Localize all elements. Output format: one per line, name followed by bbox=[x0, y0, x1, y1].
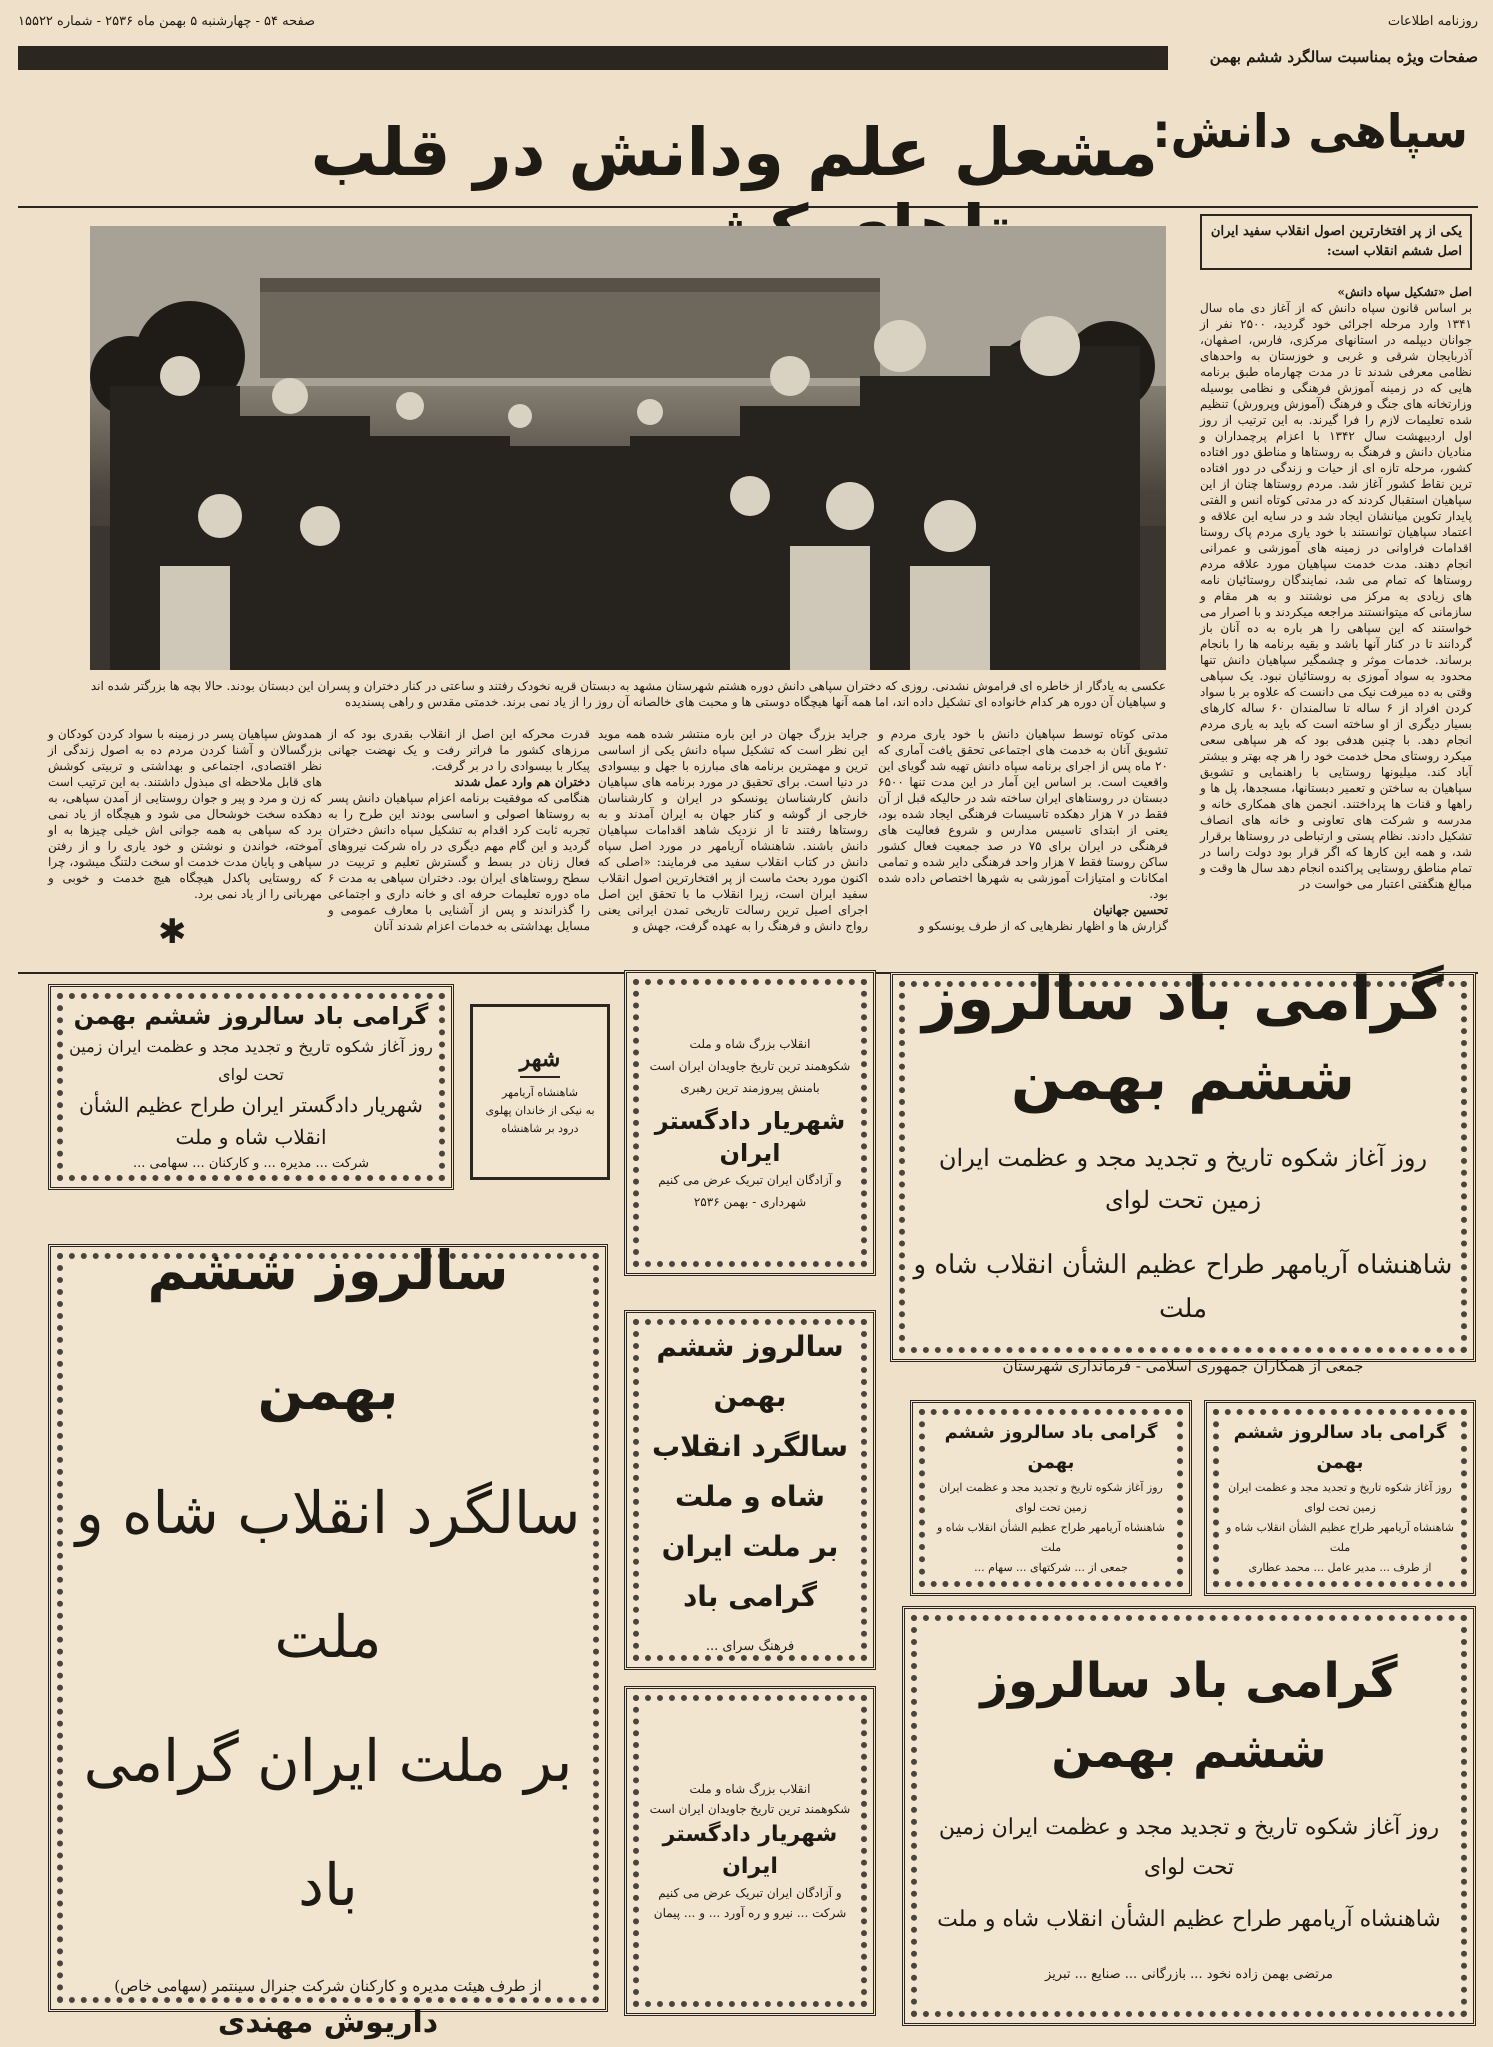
ad-big-left bbox=[48, 1239, 608, 2040]
ad-signature: جمعی از ... شرکتهای ... سهام ... bbox=[974, 1561, 1128, 1574]
ad-line: شهریار دادگستر ایران bbox=[662, 1822, 838, 1879]
ad-line: انقلاب بزرگ شاه و ملت bbox=[689, 1782, 811, 1796]
ad-signer: داریوش مهندی bbox=[217, 2005, 439, 2040]
ad-line: بر ملت ایران گرامی باد bbox=[661, 1530, 839, 1613]
ad-line: شکوهمند ترین تاریخ جاویدان ایران است bbox=[649, 1802, 851, 1816]
ad-line: گرامی باد سالروز ششم بهمن bbox=[73, 1002, 429, 1030]
paper-name: روزنامه اطلاعات bbox=[1387, 14, 1478, 29]
ad-line: شهریار دادگستر ایران طراح عظیم الشأن انقلاب شاه و ملت bbox=[79, 1093, 423, 1149]
ad-line: شاهنشاه آریامهر طراح عظیم الشأن انقلاب شاه و ملت bbox=[1225, 1521, 1454, 1554]
ad-big-bottom-right bbox=[902, 1606, 1476, 2026]
ad-logo: شهر bbox=[520, 1046, 561, 1078]
ad-line: و آزادگان ایران تبریک عرض می کنیم bbox=[658, 1886, 842, 1900]
ad-line: گرامی باد سالروز ششم بهمن bbox=[1233, 1422, 1447, 1473]
ad-line: شاهنشاه آریامهر bbox=[502, 1086, 578, 1099]
ad-line: گرامی باد سالروز ششم بهمن bbox=[922, 964, 1444, 1114]
issue-line: صفحه ۵۴ - چهارشنبه ۵ بهمن ماه ۲۵۳۶ - شماره ۱۵۵۲۲ bbox=[18, 14, 316, 29]
ad-line: گرامی باد سالروز ششم بهمن bbox=[980, 1653, 1398, 1779]
ad-center-mid bbox=[624, 1310, 876, 1670]
ad-line: شاهنشاه آریامهر طراح عظیم الشأن انقلاب شاه و ملت bbox=[913, 1250, 1453, 1324]
ad-line: روز آغاز شکوه تاریخ و تجدید مجد و عظمت ایران زمین تحت لوای bbox=[69, 1037, 433, 1084]
ad-tiny-logo bbox=[470, 1004, 610, 1180]
ad-signature: از طرف هیئت مدیره و کارکنان شرکت جنرال سینتمر (سهامی خاص) bbox=[114, 1977, 542, 1995]
photo bbox=[90, 226, 1166, 670]
ad-line: روز آغاز شکوه تاریخ و تجدید مجد و عظمت ایران زمین تحت لوای bbox=[939, 1481, 1163, 1514]
ad-line: شکوهمند ترین تاریخ جاویدان ایران است bbox=[649, 1059, 851, 1073]
ad-line: سالروز ششم بهمن bbox=[656, 1330, 844, 1413]
ad-center-bottom bbox=[624, 1686, 876, 2016]
lead-box: یکی از پر افتخارترین اصول انقلاب سفید ایران اصل ششم انقلاب است: bbox=[1200, 214, 1472, 270]
ad-line: روز آغاز شکوه تاریخ و تجدید مجد و عظمت ایران زمین تحت لوای bbox=[1228, 1481, 1452, 1514]
ad-mid-right bbox=[1204, 1400, 1476, 1596]
photo-illustration bbox=[90, 226, 1166, 670]
ad-line: به نیکی از خاندان پهلوی bbox=[485, 1104, 595, 1117]
article-column-1 bbox=[878, 726, 1168, 986]
ad-line: انقلاب بزرگ شاه و ملت bbox=[689, 1037, 811, 1051]
masthead-rule bbox=[18, 46, 1168, 70]
ad-line: روز آغاز شکوه تاریخ و تجدید مجد و عظمت ایران زمین تحت لوای bbox=[938, 1815, 1440, 1880]
article-column-2: جراید بزرگ جهان در این باره منتشر شده همه موید این نظر است که تشکیل سپاه دانش یکی از اساسی ترین و مهمترین برنامه های مبارزه با جهل و بیسوادی در دنیا است. برای تحقیق در مورد برنامه های سپاهیان دانش کارشناسان یونسکو در ایران و کارشناسان خارجی از گوشه و کنار جهان به ایران آمدند و به روستاها رفتند تا از نزدیک شاهد اقدامات سپاهیان دانش باشند. شاهنشاه آریامهر در مورد اصل سپاه دانش در کتاب انقلاب سفید می فرمایند: «اصلی که اکنون مورد بحث ماست از پر افتخارترین اصول انقلاب سفید ایران است، زیرا انقلاب ما با تحقق این اصل اجرای اصیل ترین رسالت تاریخی تمدن ایرانی یعنی رواج دانش و فرهنگ را به عهده گرفت، جهش و bbox=[598, 727, 868, 933]
ad-signature: فرهنگ سرای ... bbox=[705, 1639, 795, 1654]
ad-signature: شرکت ... نیرو و ره آورد ... و ... پیمان bbox=[653, 1906, 847, 1920]
ad-line: بامنش پیروزمند ترین رهبری bbox=[680, 1081, 820, 1095]
ad-center-top bbox=[624, 970, 876, 1276]
headline-title: مشعل علم ودانش در قلب bbox=[310, 114, 1158, 191]
article-column-3 bbox=[328, 726, 590, 966]
column-subhead: اصل «تشکیل سپاه دانش» bbox=[1337, 285, 1472, 299]
ad-signature: شرکت ... مدیره ... و کارکنان ... سهامی ... bbox=[132, 1156, 370, 1171]
column-subhead: دختران هم وارد عمل شدند bbox=[454, 775, 590, 789]
ad-line: بر ملت ایران گرامی باد bbox=[83, 1727, 573, 1919]
column-text: بر اساس قانون سپاه دانش که از آغاز دی ماه سال ۱۳۴۱ وارد مرحله اجرائی خود گردید، ۲۵۰۰ نفر از جوانان دیپلمه در استانهای مرکزی، فارس، اصفهان، آذربایجان شرقی و غربی و خوزستان به واحدهای نظامی معرفی شدند تا در مدت چهارماه طبق برنامه هایی که در زمینه آموزش فرهنگی و نظامی بوسیله وزارتخانه های جنگ و فرهنگ (آموزش وپرورش) تنظیم شده تعلیمات لازم را فرا گیرند. به این ترتیب از روز اول اردیبهشت سال ۱۳۴۲ با اعزام پرچمداران و منادیان دانش و فرهنگ به روستاها و مناطق دور افتاده کشور، مرحله تازه ای از حیات و زندگی در دور افتاده ترین نقاط کشور آغاز شد. مردم روستاها چنان از این سپاهیان استقبال کردند که در مدتی کوتاه انس و الفتی پایدار تکوین میانشان ایجاد شد و در سایه این علاقه و اعتماد سپاهیان توانستند با خود یاری مردم پاک روستا اقدامات فراوانی در زمینه های آموزشی و عمرانی انجام دهند. مدت خدمت سپاهیان مورد علاقه مردم روستاها که تمام می شد، نمایندگان روستائیان نامه های زیادی به مرکز می نوشتند و به هر مقام و سازمانی که میتوانستند مراجعه میکردند و با اصرار می خواستند که این سپاهی را هر باره به ده آنان باز گردانند تا در کنار آنها باشد و بقیه برنامه ها را بانجام برساند. خدمات موثر و چشمگیر سپاهیان دانش تنها محدود به سواد آموزی به روستائیان نبود. یک سپاهی وقتی به ده میرفت نیک می دانست که علاوه بر با سواد کردن افراد از ۶ ساله تا سالمندان ۶۰ ساله کارهای بسیار دیگری از او ساخته است که باید به یاری مردم انجام دهد. با چنین هدفی بود که هر سپاهی سعی میکرد روستای محل خدمت خود را هر چه بهتر و بیشتر آباد کند. میلیونها روستایی با راهنمایی و تشویق سپاهیان به ساختن و تعمیر دبستانها، مسجدها، پل ها و راهها و قنات ها پرداختند. انجمن های همکاری خانه و مدرسه و شرکت های تعاونی و خانه های انصاف تشکیل دادند. نظام پستی و ارتباطی در روستاها برقرار شد، و همه این کارها که اگر قرار بود دولت راسا در تمام مناطق روستایی پراکنده انجام دهد سال ها وقت و مبالغ هنگفتی اعتبار می خواست در bbox=[1200, 301, 1472, 891]
article-column-4: همدوش سپاهیان پسر در زمینه با سواد کردن کودکان و بزرگسالان و آشنا کردن مردم ده به اصول زندگی از نظر اقتصادی، اجتماعی و بهداشتی و تربیتی کوشش های قابل ملاحظه ای مبذول داشتند. به این ترتیب است که زن و مرد و پیر و جوان روستایی از آمدن سپاهی، به دهکده سخت خوشحال می شود و هیچگاه از یاد نمی برد که سپاهی به همه جوانی اش خیلی چیزها به او آموخته، خواندن و نوشتن و خود یاری را و از رفتن سپاهی و پایان مدت خدمت او سخت دلتنگ میشود، چرا که روستایی پاکدل هیچگاه هیچ خدمت و خوبی و مهربانی را از یاد نمی برد. bbox=[48, 727, 322, 901]
ad-line: سالگرد انقلاب شاه و ملت bbox=[651, 1430, 849, 1513]
masthead bbox=[18, 14, 1478, 70]
ad-line: شهریار دادگستر ایران bbox=[654, 1107, 846, 1167]
ad-mid-left bbox=[910, 1400, 1192, 1596]
article-column-right bbox=[1200, 284, 1472, 984]
column-subhead: تحسین جهانیان bbox=[1093, 903, 1168, 917]
headline-band bbox=[18, 78, 1478, 208]
ad-signature: از طرف ... مدیر عامل ... محمد عطاری bbox=[1248, 1561, 1432, 1574]
ad-line: روز آغاز شکوه تاریخ و تجدید مجد و عظمت ایران زمین تحت لوای bbox=[938, 1144, 1428, 1214]
ad-greeting-small-left bbox=[48, 984, 454, 1190]
ad-line: شاهنشاه آریامهر طراح عظیم الشأن انقلاب شاه و ملت bbox=[937, 1907, 1441, 1932]
ad-line: و آزادگان ایران تبریک عرض می کنیم bbox=[658, 1173, 842, 1187]
ad-line: گرامی باد سالروز ششم بهمن bbox=[944, 1422, 1158, 1473]
ad-line: سالگرد انقلاب شاه و ملت bbox=[75, 1479, 581, 1671]
ad-signature: جمعی از همکاران جمهوری اسلامی - فرمانداری شهرستان bbox=[1002, 1357, 1364, 1375]
special-pages-label: صفحات ویژه بمناسبت سالگرد ششم بهمن bbox=[1209, 48, 1478, 66]
newspaper-page bbox=[18, 14, 1478, 2040]
ad-signature: مرتضی بهمن زاده نخود ... بازرگانی ... صنایع ... تبریز bbox=[1045, 1967, 1333, 1982]
ad-signature: شهرداری - بهمن ۲۵۳۶ bbox=[693, 1195, 807, 1209]
ad-line: درود بر شاهنشاه bbox=[501, 1122, 579, 1135]
headline-kicker: سپاهی دانش: bbox=[1152, 104, 1468, 158]
column-text: قدرت محرکه این اصل از انقلاب بقدری بود که از مرزهای کشور ما فراتر رفت و یک نهضت جهانی پیکار با بیسوادی را در بر گرفت. bbox=[328, 727, 590, 773]
photo-caption: عکسی به یادگار از خاطره ای فراموش نشدنی. روزی که دختران سپاهی دانش دوره هشتم شهرستان مشهد به دبستان قریه نخودک رفتند و ساعتی در کنار دختران و پسران این دبستان بودند. حالا بچه ها بزرگتر شده اند و سپاهیان آن دوره هر کدام خانواده ای تشکیل داده اند، اما همه آنها هیچگاه دوستی ها و محبت های خالصانه آن روز را از یاد نمی برند. خدمتی مقدس و راهی پسندیده bbox=[90, 679, 1166, 709]
ad-greeting-top-right bbox=[890, 964, 1476, 1375]
column-text: هنگامی که موفقیت برنامه اعزام سپاهیان دانش پسر به روستاها اصولی و اساسی بودند این طرح را به تجربه ثابت کرد اقدام به تشکیل سپاه دانش دختران گردید و این گام مهم دیگری در راه شرکت نیروهای فعال زنان در بسط و گسترش تعلیم و تربیت در سطح روستاهای ایران بود. دختران سپاهی به مدت ۶ ماه دوره تعلیمات حرفه ای و خانه داری و اجتماعی را گذراندند و پس از آشنایی با معارف عمومی و مسایل بهداشتی به خدمات اعزام شدند آنان bbox=[328, 791, 590, 933]
star-ornament-icon: ✱ bbox=[158, 912, 187, 952]
column-text: مدتی کوتاه توسط سپاهیان دانش با خود یاری مردم و تشویق آنان به خدمت های اجتماعی تحقق یافت آماری که ۲۰ ماه پس از اجرای برنامه سپاه دانش تهیه شد گویای این واقعیت است. بر اساس این آمار در این مدت تنها ۶۵۰۰ دبستان در روستاهای ایران ساخته شد در حالیکه قبل از آن فقط در ۷ هزار دهکده تاسیسات فرهنگی ایجاد شده بود، یعنی از ابتدای تاسیس مدارس و شروع فعالیت های فرهنگی در ایران برای ۷۵ در صد جمعیت فعال کشور ساکن روستا فقط ۷ هزار واحد فرهنگی دایر شده و تمامی امکانات و امتیازات آموزشی به شهرها اختصاص داده شده بود. bbox=[878, 727, 1169, 901]
ad-line: شاهنشاه آریامهر طراح عظیم الشأن انقلاب شاه و ملت bbox=[936, 1521, 1165, 1554]
ad-line: سالروز ششم بهمن bbox=[147, 1239, 509, 1422]
column-text: گزارش ها و اظهار نظرهایی که از طرف یونسکو و bbox=[918, 919, 1168, 933]
